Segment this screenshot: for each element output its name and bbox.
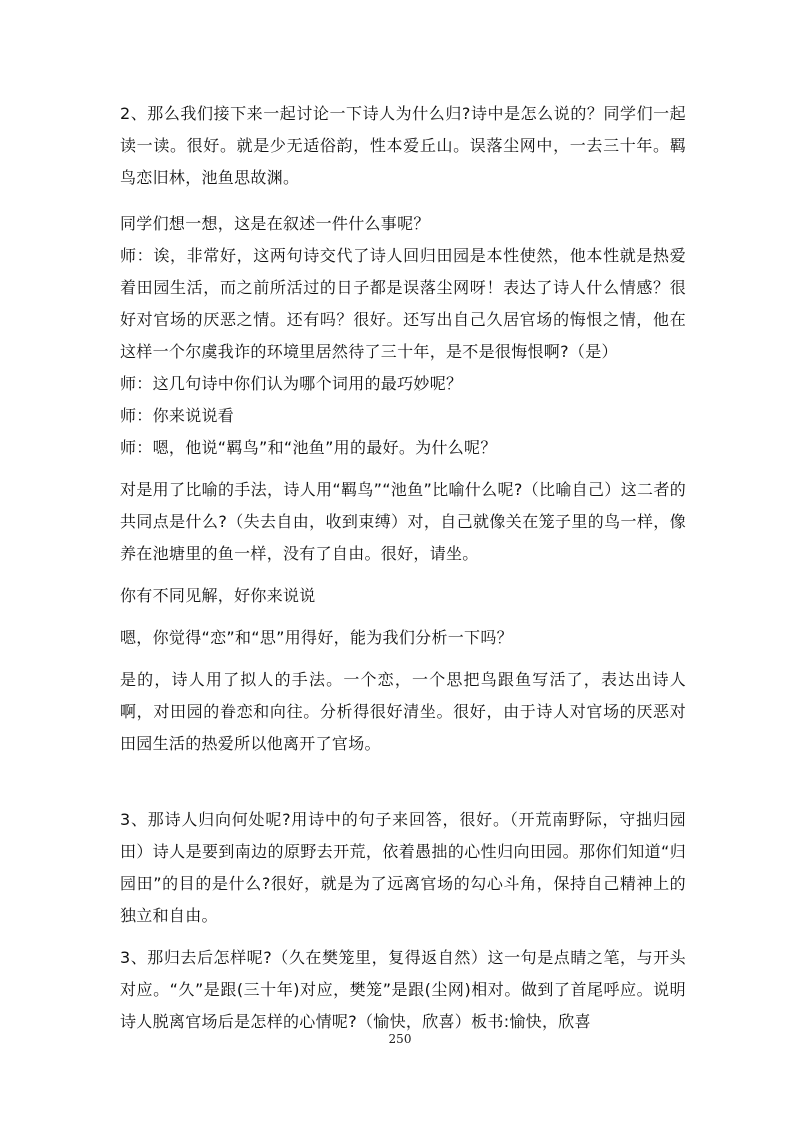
paragraph-teacher-you-say: 师：你来说说看 xyxy=(120,406,235,425)
paragraph-lian-si: 嗯，你觉得“恋”和“思”用得好，能为我们分析一下吗？ xyxy=(120,628,513,647)
paragraph-personification: 是的，诗人用了拟人的手法。一个恋，一个思把鸟跟鱼写活了，表达出诗人啊，对田园的眷恋和向往。分析得很好清坐。很好，由于诗人对官场的厌恶对田园生活的热爱所以他离开了官场。 xyxy=(120,670,686,753)
paragraph-metaphor: 对是用了比喻的手法，诗人用“羁鸟”“池鱼”比喻什么呢?（比喻自己）这二者的共同点是什么?（失去自由，收到束缚）对，自己就像关在笼子里的鸟一样，像养在池塘里的鱼一样，没有了自由。很好，请坐。 xyxy=(120,480,686,563)
paragraph-question-event: 同学们想一想，这是在叙述一件什么事呢？ xyxy=(120,214,430,233)
paragraph-teacher-feeling: 师：诶，非常好，这两句诗交代了诗人回归田园是本性使然，他本性就是热爱着田园生活，而之前所活过的日子都是误落尘网呀！表达了诗人什么情感？很好对官场的厌恶之情。还有吗？很好。还写出自己久居官场的悔恨之情，他在这样一个尔虞我诈的环境里居然待了三十年，是不是很悔恨啊?（是） xyxy=(120,246,686,361)
paragraph-where-return: 3、那诗人归向何处呢?用诗中的句子来回答，很好。（开荒南野际，守拙归园田）诗人是要到南边的原野去开荒，依着愚拙的心性归向田园。那你们知道“归园田”的目的是什么?很好，就是为了远离官场的勾心斗角，保持自己精神上的独立和自由。 xyxy=(120,810,686,925)
paragraph-different-view: 你有不同见解，好你来说说 xyxy=(120,586,316,605)
paragraph-why-return: 2、那么我们接下来一起讨论一下诗人为什么归?诗中是怎么说的？同学们一起读一读。很好。就是少无适俗韵，性本爱丘山。误落尘网中，一去三十年。羁鸟恋旧林，池鱼思故渊。 xyxy=(120,104,686,187)
document-body xyxy=(120,98,686,1038)
page-number: 250 xyxy=(388,1032,412,1046)
paragraph-teacher-best-word: 师：这几句诗中你们认为哪个词用的最巧妙呢？ xyxy=(120,374,463,393)
paragraph-after-return: 3、那归去后怎样呢?（久在樊笼里，复得返自然）这一句是点睛之笔，与开头对应。“久”是跟(三十年)对应，樊笼”是跟(尘网)相对。做到了首尾呼应。说明诗人脱离官场后是怎样的心情呢?（愉快，欣喜）板书:愉快，欣喜 xyxy=(120,948,686,1031)
paragraph-teacher-bird-fish: 师：嗯，他说“羁鸟”和“池鱼”用的最好。为什么呢？ xyxy=(120,438,497,457)
